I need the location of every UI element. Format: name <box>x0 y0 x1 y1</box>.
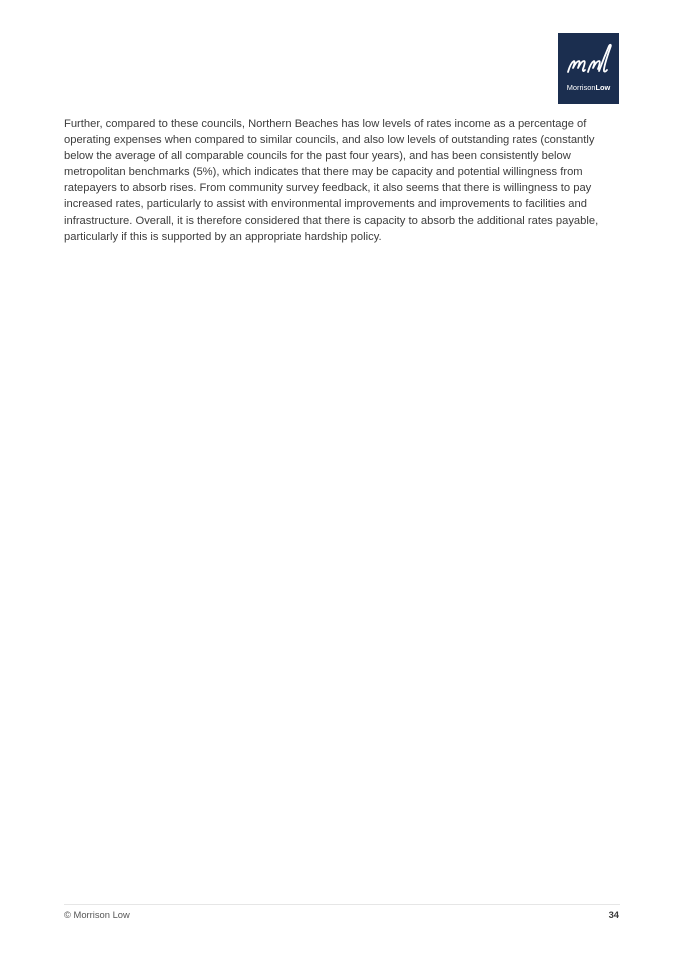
logo-brand-bold: Low <box>595 83 611 92</box>
logo-brand-regular: Morrison <box>566 83 596 92</box>
page-number: 34 <box>608 909 619 920</box>
footer-copyright: © Morrison Low <box>64 909 130 920</box>
morrison-low-logo <box>558 33 619 104</box>
footer-divider <box>64 904 620 905</box>
body-paragraph: Further, compared to these councils, Northern Beaches has low levels of rates income as a percentage of operating expenses when compared to similar councils, and also low levels of outstanding rates (constantly below the average of all comparable councils for the past four years), and has been consistently below metropolitan benchmarks (5%), which indicates that there may be capacity and potential willingness from ratepayers to absorb rises. From community survey feedback, it also seems that there is willingness to pay increased rates, particularly to assist with environmental improvements and improvements to facilities and infrastructure. Overall, it is therefore considered that there is capacity to absorb the additional rates payable, particularly if this is supported by an appropriate hardship policy. <box>64 118 599 243</box>
ml-monogram-icon <box>562 41 615 77</box>
logo-wordmark <box>558 83 619 92</box>
